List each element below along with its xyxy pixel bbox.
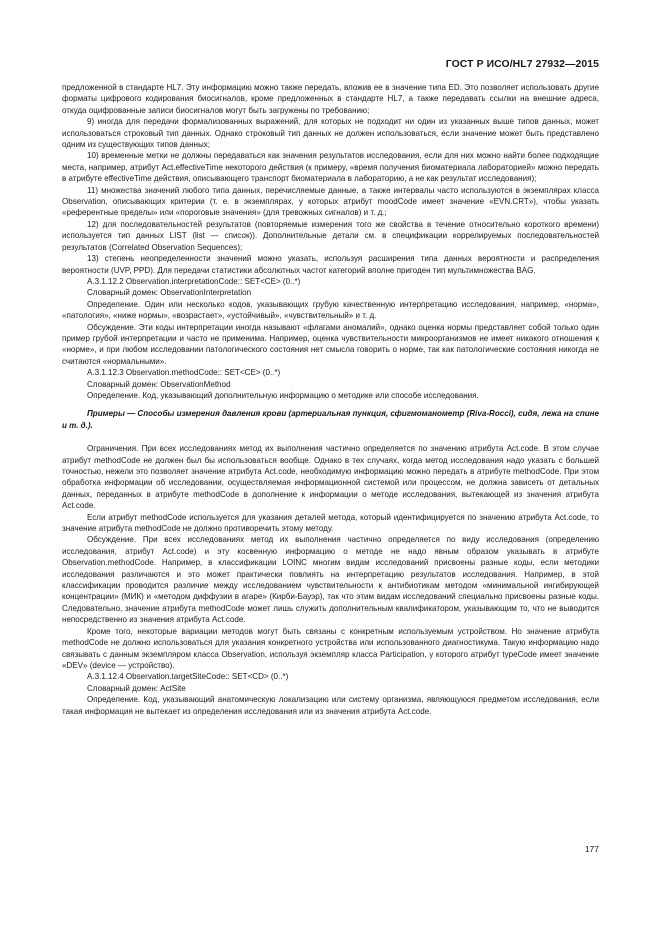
paragraph: Определение. Код, указывающий анатомическую локализацию или систему организма, являющуюся предметом исследования, если такая информация не вытекает из определения исследования или из значения атрибута Act.code. xyxy=(62,695,599,716)
paragraph: 13) степень неопределенности значений можно указать, используя расширения типа данных вероятности и распределения вероятности (UVP, PPD). Для передачи статистики абсолютных частот категорий вполне пригоден тип мультимножества BAG. xyxy=(62,254,599,275)
paragraph: 12) для последовательностей результатов (повторяемые измерения того же свойства в течение относительно короткого времени) используется тип данных LIST (list — список)). Дополнительные детали см. в спецификации коррелируемых последовательностей результатов (Correlated Observation Sequences); xyxy=(62,219,599,252)
paragraph: Определение. Один или несколько кодов, указывающих грубую качественную интерпретацию исследования, например, «норма», «патология», «ниже нормы», «возрастает», «устойчивый», «чувствительный» и т. д. xyxy=(62,299,599,321)
paragraph: 11) множества значений любого типа данных, перечисляемые данные, а также интервалы часто используются в экземплярах класса Observation, описывающих критерии (т. е. в экземплярах, у которых атрибут moodCode имеет значение «EVN.CRT»), чтобы указать «референтные пределы» или «пороговые значения» (для тревожных сигналов) и т. д.; xyxy=(62,185,599,218)
paragraph: Определение. Код, указывающий дополнительную информацию о методике или способе исследования. xyxy=(87,390,479,400)
paragraph: Словарный домен: ObservationInterpretation xyxy=(87,288,252,298)
paragraph: A.3.1.12.2 Observation.interpretationCode:: SET<CE> (0..*) xyxy=(87,276,301,286)
paragraph: Ограничения. При всех исследованиях метод их выполнения частично определяется по значению атрибута Act.code. В этом случае атрибут methodCode не должен был бы использоваться вообще. Однако в тех случаях, когда метод исследования надо указать с большей точностью, нежели это позволяет значение атрибута Act.code, необходимую информацию можно передать в атрибуте methodCode. При этом обработка информации об исследовании, осуществляемая информационной системой или процессом, не должна зависеть от детальных данных, переданных в атрибуте methodCode в дополнение к информации о методе исследования, вытекающей из значения атрибута Act.code. xyxy=(62,444,599,511)
paragraph: A.3.1.12.3 Observation.methodCode:: SET<CE> (0..*) xyxy=(87,368,281,378)
paragraph: Словарный домен: ObservationMethod xyxy=(87,379,231,389)
paragraph: Кроме того, некоторые вариации методов могут быть связаны с конкретным используемым устройством. Но значение атрибута methodCode не должно использоваться для указания конкретного устройства или использованного диагностикума. Такую информацию надо связывать с данным экземпляром класса Observation, используя экземпляр класса Participation, у которого атрибут typeCode имеет значение «DEV» (device — устройство). xyxy=(62,626,599,670)
paragraph: Словарный домен: ActSite xyxy=(87,683,186,693)
paragraph: 10) временные метки не должны передаваться как значения результатов исследования, если для них можно найти более подходящие места, например, атрибут Act.effectiveTime некоторого действия (к примеру, «время получения биоматериала лабораторией» можно передать в атрибуте effectiveTime действия, описывающего транспорт биоматериала в лабораторию, а не как результат исследования); xyxy=(62,151,599,184)
paragraph: Если атрибут methodCode используется для указания деталей метода, который идентифицируется по значению атрибута Act.code, то значение атрибута methodCode не должно противоречить этому методу. xyxy=(62,512,599,534)
page-number: 177 xyxy=(584,844,599,854)
paragraph: 9) иногда для передачи формализованных выражений, для которых не подходит ни один из указанных выше типов данных, может использоваться строковый тип данных. Однако строковый тип данных не должен использоваться, если значение может быть представлено одним из существующих типов данных; xyxy=(62,117,599,150)
document-standard-header: ГОСТ Р ИСО/HL7 27932—2015 xyxy=(445,59,599,70)
paragraph: A.3.1.12.4 Observation.targetSiteCode:: SET<CD> (0..*) xyxy=(87,672,289,682)
example-note: Примеры — Способы измерения давления крови (артериальная пункция, сфигмоманометр (Riva-Rocci), сидя, лежа на спине и т. д.). xyxy=(62,409,599,430)
paragraph: Обсуждение. При всех исследованиях метод их выполнения частично определяется по виду исследования (определению исследования, атрибут Act.code) и эту косвенную информацию о методе не надо явным образом указывать в атрибуте Observation.methodCode. Например, в классификации LOINC многим видам исследований присвоены разные коды, если методики исследования различаются и это может практически повлиять на интерпретацию результатов исследования. Например, в этой классификации проводится различие между исследованием чувствительности к антибиотикам методом «минимальной ингибирующей концентрации» (МИК) и «методом диффузии в агаре» (Кирби-Бауэр), так что этим видам исследований специально присвоены разные коды. Следовательно, значение атрибута methodCode может лишь служить дополнительным квалификатором, указывающим то, что не выводится непосредственно из значения атрибута Act.code. xyxy=(62,535,599,625)
paragraph: предложенной в стандарте HL7. Эту информацию можно также передать, вложив ее в значение типа ED. Это позволяет использовать другие форматы цифрового кодирования биосигналов, кроме предложенных в стандарте HL7, а также передавать ссылки на внешние адреса, откуда оцифрованные записи биосигналов могут быть загружены по требованию; xyxy=(62,83,599,115)
paragraph: Обсуждение. Эти коды интерпретации иногда называют «флагами аномалий», однако оценка нормы представляет собой только один пример грубой интерпретации и часто не применима. Например, оценка чувствительности микроорганизмов не имеет никакого отношения к «норме», и при любом исследовании патологического состояния нет смысла говорить о норме, так как патологические состояния никогда не считаются «нормальными». xyxy=(62,322,599,366)
document-body xyxy=(62,82,599,717)
